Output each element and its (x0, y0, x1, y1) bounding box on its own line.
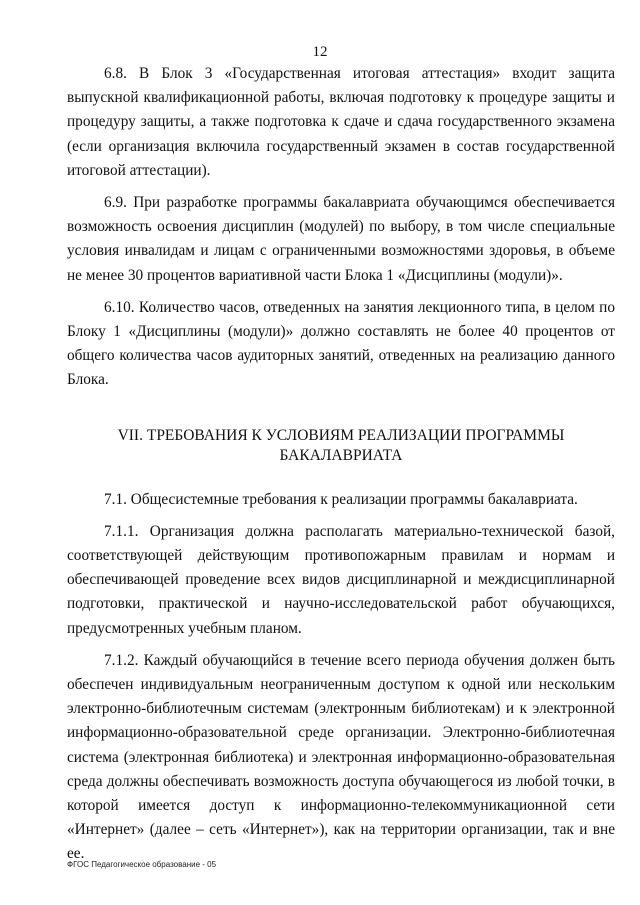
section-heading-line1: VII. ТРЕБОВАНИЯ К УСЛОВИЯМ РЕАЛИЗАЦИИ ПРОГРАММЫ (117, 426, 565, 444)
document-body (67, 62, 615, 867)
page-number: 12 (312, 44, 328, 60)
section-heading-line2: БАКАЛАВРИАТА (279, 446, 403, 464)
section-heading (67, 426, 615, 466)
paragraph-7-1-1: 7.1.1. Организация должна располагать материально-технической базой, соответствующей действующим противопожарным правилам и нормам и обеспечивающей проведение всех видов дисциплинарной и междисциплинарной подготовки, практической и научно-исследовательской работ обучающихся, предусмотренных учебным планом. (67, 522, 615, 637)
paragraph-7-1-2: 7.1.2. Каждый обучающийся в течение всего периода обучения должен быть обеспечен индивидуальным неограниченным доступом к одной или нескольким электронно-библиотечным системам (электронным библиотекам) и к электронной информационно-образовательной среде организации. Электронно-библиотечная система (электронная библиотека) и электронная информационно-образовательная среда должны обеспечивать возможность доступа обучающегося из любой точки, в которой имеется доступ к информационно-телекоммуникационной сети «Интернет» (далее – сеть «Интернет»), как на территории организации, так и вне ее. (67, 651, 615, 863)
paragraph-6-8: 6.8. В Блок 3 «Государственная итоговая аттестация» входит защита выпускной квалификационной работы, включая подготовку к процедуре защиты и процедуру защиты, а также подготовка к сдаче и сдача государственного экзамена (если организация включила государственный экзамен в состав государственной итоговой аттестации). (67, 65, 615, 179)
footer-doc-id: ФГОС Педагогическое образование - 05 (67, 860, 217, 869)
paragraph-7-1: 7.1. Общесистемные требования к реализации программы бакалавриата. (104, 490, 578, 508)
paragraph-6-10: 6.10. Количество часов, отведенных на занятия лекционного типа, в целом по Блоку 1 «Дисциплины (модули)» должно составлять не более 40 процентов от общего количества часов аудиторных занятий, отведенных на реализацию данного Блока. (67, 298, 615, 389)
paragraph-6-9: 6.9. При разработке программы бакалавриата обучающимся обеспечивается возможность освоения дисциплин (модулей) по выбору, в том числе специальные условия инвалидам и лицам с ограниченными возможностями здоровья, в объеме не менее 30 процентов вариативной части Блока 1 «Дисциплины (модули)». (67, 194, 615, 284)
